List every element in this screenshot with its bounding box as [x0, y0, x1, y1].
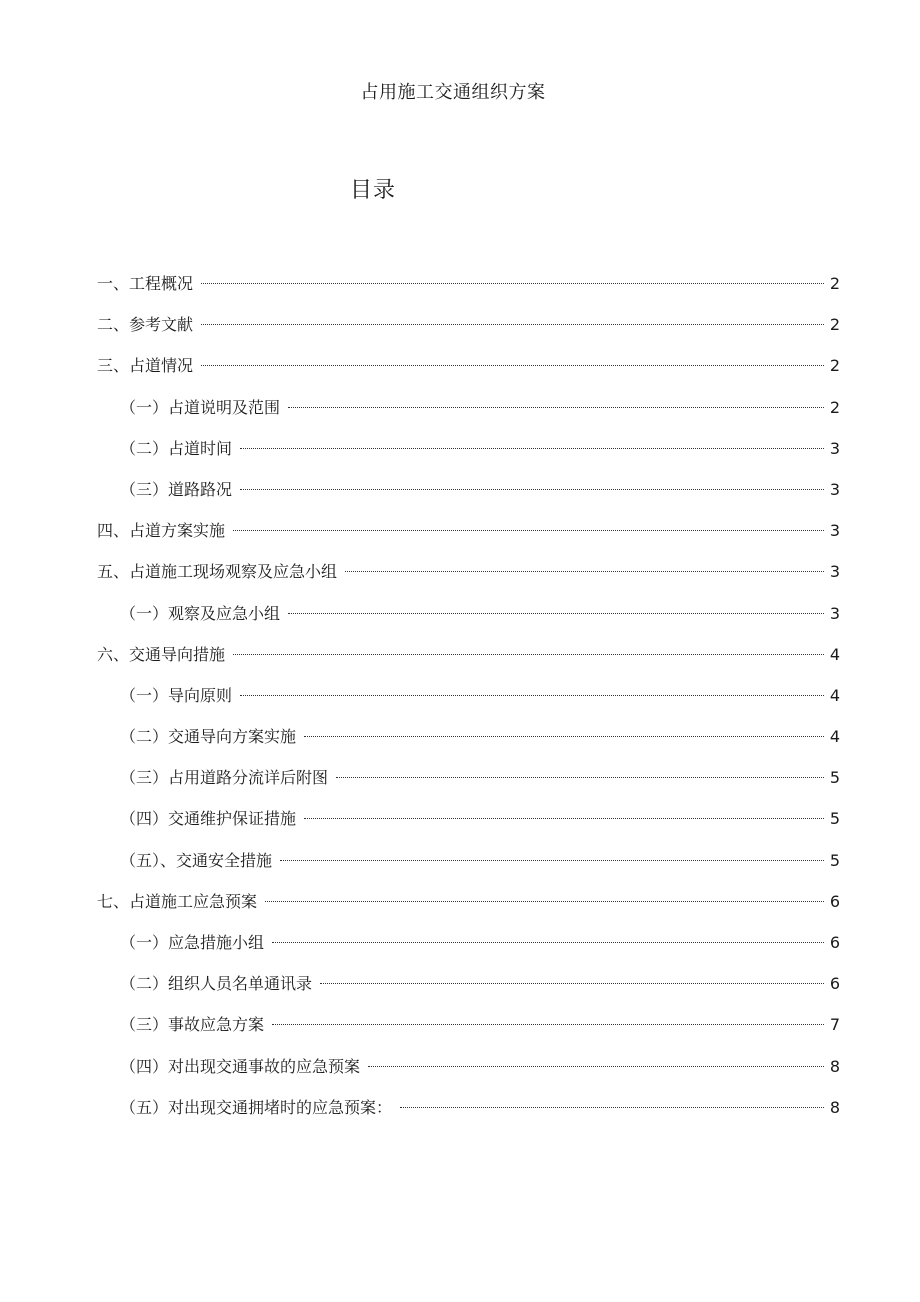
- toc-entry[interactable]: [97, 517, 840, 558]
- toc-dot-leader: [201, 365, 824, 366]
- toc-entry-page: 2: [829, 397, 840, 417]
- document-title: 占用施工交通组织方案: [360, 82, 546, 103]
- toc-subentry[interactable]: [97, 435, 840, 476]
- toc-entry-label: （一）观察及应急小组: [120, 603, 281, 623]
- toc-entry-page: 4: [829, 644, 840, 664]
- toc-entry-page: 5: [829, 809, 840, 829]
- toc-entry-label: （三）占用道路分流详后附图: [120, 768, 329, 788]
- toc-dot-leader: [280, 860, 824, 861]
- toc-entry-label: 五、占道施工现场观察及应急小组: [97, 562, 338, 582]
- toc-dot-leader: [272, 1024, 824, 1025]
- toc-dot-leader: [201, 283, 824, 284]
- toc-entry-page: 4: [829, 685, 840, 705]
- toc-entry-label: 七、占道施工应急预案: [97, 891, 258, 911]
- toc-subentry[interactable]: [97, 847, 840, 888]
- toc-subentry[interactable]: [97, 1094, 840, 1135]
- toc-entry-page: 2: [829, 274, 840, 293]
- toc-entry-label: 三、占道情况: [97, 356, 194, 376]
- toc-entry[interactable]: [97, 270, 840, 311]
- toc-entry-page: 6: [829, 891, 840, 911]
- toc-dot-leader: [345, 571, 824, 572]
- toc-entry-label: 二、参考文献: [97, 315, 194, 335]
- toc-entry-label: （四）交通维护保证措施: [120, 809, 297, 829]
- toc-entry-page: 5: [829, 850, 840, 870]
- toc-entry-label: （一）占道说明及范围: [120, 397, 281, 417]
- toc-subentry[interactable]: [97, 764, 840, 805]
- toc-subentry[interactable]: [97, 1011, 840, 1052]
- toc-subentry[interactable]: [97, 1053, 840, 1094]
- toc-entry-page: 8: [829, 1097, 840, 1117]
- toc-subentry[interactable]: [97, 970, 840, 1011]
- toc-entry-label: （三）道路路况: [120, 479, 233, 499]
- toc-subentry[interactable]: [97, 600, 840, 641]
- toc-dot-leader: [288, 407, 824, 408]
- toc-dot-leader: [240, 695, 824, 696]
- toc-dot-leader: [233, 530, 824, 531]
- toc-entry-page: 2: [829, 356, 840, 376]
- toc-dot-leader: [272, 942, 824, 943]
- toc-entry-label: （五）对出现交通拥堵时的应急预案：: [120, 1097, 393, 1117]
- toc-dot-leader: [368, 1066, 824, 1067]
- toc-entry[interactable]: [97, 352, 840, 393]
- toc-entry-label: （二）组织人员名单通讯录: [120, 974, 313, 994]
- toc-entry-label: 四、占道方案实施: [97, 521, 226, 541]
- toc-subentry[interactable]: [97, 929, 840, 970]
- toc-entry-page: 8: [829, 1056, 840, 1076]
- toc-dot-leader: [336, 777, 824, 778]
- toc-entry-page: 5: [829, 768, 840, 788]
- toc-subentry[interactable]: [97, 805, 840, 846]
- toc-dot-leader: [304, 818, 824, 819]
- table-of-contents: [97, 270, 840, 1135]
- toc-dot-leader: [233, 654, 824, 655]
- toc-dot-leader: [240, 489, 824, 490]
- toc-entry-label: （二）交通导向方案实施: [120, 727, 297, 747]
- toc-entry[interactable]: [97, 558, 840, 599]
- toc-dot-leader: [288, 613, 824, 614]
- toc-subentry[interactable]: [97, 682, 840, 723]
- toc-entry-page: 6: [829, 933, 840, 952]
- toc-heading: 目录: [349, 178, 396, 203]
- toc-entry-label: （二）占道时间: [120, 438, 233, 458]
- toc-entry-page: 3: [829, 603, 840, 623]
- toc-dot-leader: [240, 448, 824, 449]
- toc-subentry[interactable]: [97, 476, 840, 517]
- toc-entry-label: （五）、交通安全措施: [120, 850, 273, 870]
- toc-entry[interactable]: [97, 888, 840, 929]
- toc-entry-label: （三）事故应急方案: [120, 1015, 265, 1035]
- toc-subentry[interactable]: [97, 394, 840, 435]
- toc-entry-page: 6: [829, 974, 840, 994]
- toc-entry-page: 4: [829, 727, 840, 747]
- toc-entry[interactable]: [97, 311, 840, 352]
- toc-entry-page: 2: [829, 315, 840, 335]
- toc-dot-leader: [400, 1107, 824, 1108]
- toc-entry-label: （一）导向原则: [120, 685, 233, 705]
- toc-entry-label: 六、交通导向措施: [97, 644, 226, 664]
- toc-entry-page: 7: [829, 1015, 840, 1035]
- toc-dot-leader: [304, 736, 824, 737]
- toc-subentry[interactable]: [97, 723, 840, 764]
- toc-dot-leader: [265, 901, 824, 902]
- toc-entry-label: （一）应急措施小组: [120, 933, 265, 952]
- toc-entry[interactable]: [97, 641, 840, 682]
- toc-entry-label: 一、工程概况: [97, 274, 194, 293]
- toc-entry-page: 3: [829, 438, 840, 458]
- toc-entry-page: 3: [829, 521, 840, 541]
- toc-dot-leader: [201, 324, 824, 325]
- toc-entry-page: 3: [829, 562, 840, 582]
- toc-entry-page: 3: [829, 479, 840, 499]
- toc-dot-leader: [320, 983, 824, 984]
- toc-entry-label: （四）对出现交通事故的应急预案: [120, 1056, 361, 1076]
